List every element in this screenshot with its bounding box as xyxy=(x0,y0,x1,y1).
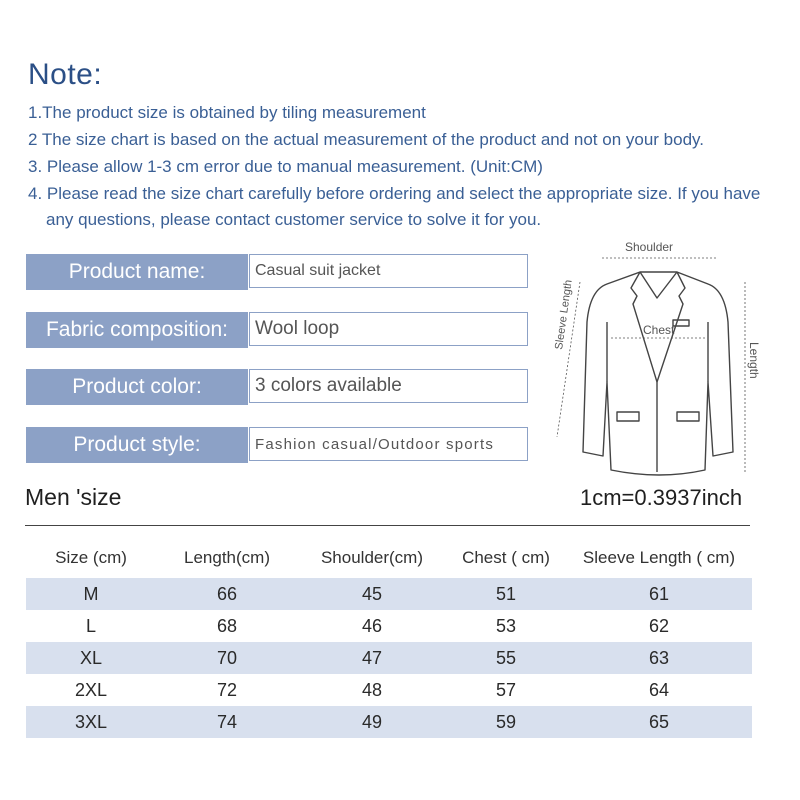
sleeve-length-label: Sleeve Length xyxy=(553,279,575,351)
section-divider xyxy=(25,525,750,526)
table-cell: 57 xyxy=(495,679,517,700)
table-cell: 49 xyxy=(298,706,446,738)
table-cell: 51 xyxy=(446,578,566,610)
size-table-header-row xyxy=(26,538,752,578)
table-cell: 48 xyxy=(361,679,383,700)
table-row xyxy=(26,610,752,642)
table-cell: 62 xyxy=(648,615,670,636)
table-row xyxy=(26,578,752,610)
product-style-label: Product style: xyxy=(26,427,248,463)
table-cell: 65 xyxy=(566,706,752,738)
header-sleeve-length: Sleeve Length ( cm) xyxy=(582,548,736,567)
table-cell: 2XL xyxy=(74,679,108,700)
jacket-measurement-diagram xyxy=(545,232,770,482)
table-cell: 66 xyxy=(156,578,298,610)
table-cell: 47 xyxy=(298,642,446,674)
table-cell: 63 xyxy=(566,642,752,674)
table-row xyxy=(26,706,752,738)
product-color-value: 3 colors available xyxy=(249,369,528,403)
header-length: Length(cm) xyxy=(184,548,270,567)
product-color-row xyxy=(26,369,528,405)
header-chest: Chest ( cm) xyxy=(462,548,550,567)
note-line: 2 The size chart is based on the actual measurement of the product and not on your body. xyxy=(28,130,705,149)
table-cell: 68 xyxy=(216,615,238,636)
table-cell: 53 xyxy=(495,615,517,636)
product-style-row xyxy=(26,427,528,463)
jacket-outline xyxy=(583,272,733,475)
table-row xyxy=(26,674,752,706)
note-title: Note: xyxy=(28,58,103,91)
fabric-composition-label: Fabric composition: xyxy=(26,312,248,348)
men-size-title: Men 'size xyxy=(25,484,122,510)
shoulder-label: Shoulder xyxy=(625,240,674,254)
table-cell: L xyxy=(85,615,96,636)
header-size: Size (cm) xyxy=(55,548,127,567)
table-cell: 64 xyxy=(648,679,670,700)
unit-conversion: 1cm=0.3937inch xyxy=(580,485,743,510)
table-cell: 74 xyxy=(156,706,298,738)
product-name-value: Casual suit jacket xyxy=(249,254,528,288)
length-label: Length xyxy=(747,342,761,379)
fabric-composition-value: Wool loop xyxy=(249,312,528,346)
header-shoulder: Shoulder(cm) xyxy=(320,548,424,567)
table-cell: 61 xyxy=(566,578,752,610)
table-cell: 46 xyxy=(361,615,383,636)
table-cell: 59 xyxy=(446,706,566,738)
size-table xyxy=(26,538,752,738)
table-cell: XL xyxy=(26,642,156,674)
table-cell: 55 xyxy=(446,642,566,674)
product-color-label: Product color: xyxy=(26,369,248,405)
product-name-row xyxy=(26,254,528,290)
product-name-label: Product name: xyxy=(26,254,248,290)
note-line: 4. Please read the size chart carefully before ordering and select the appropriate size. If you have xyxy=(28,184,761,203)
table-cell: 72 xyxy=(216,679,238,700)
fabric-composition-row xyxy=(26,312,528,348)
table-cell: M xyxy=(26,578,156,610)
note-line: 1.The product size is obtained by tiling measurement xyxy=(28,103,426,122)
table-cell: 70 xyxy=(156,642,298,674)
note-line: any questions, please contact customer service to solve it for you. xyxy=(46,210,542,229)
table-cell: 3XL xyxy=(26,706,156,738)
product-style-value: Fashion casual/Outdoor sports xyxy=(249,427,528,461)
table-cell: 45 xyxy=(298,578,446,610)
table-row xyxy=(26,642,752,674)
note-line: 3. Please allow 1-3 cm error due to manual measurement. (Unit:CM) xyxy=(28,157,543,176)
chest-label: Chest xyxy=(643,323,675,337)
